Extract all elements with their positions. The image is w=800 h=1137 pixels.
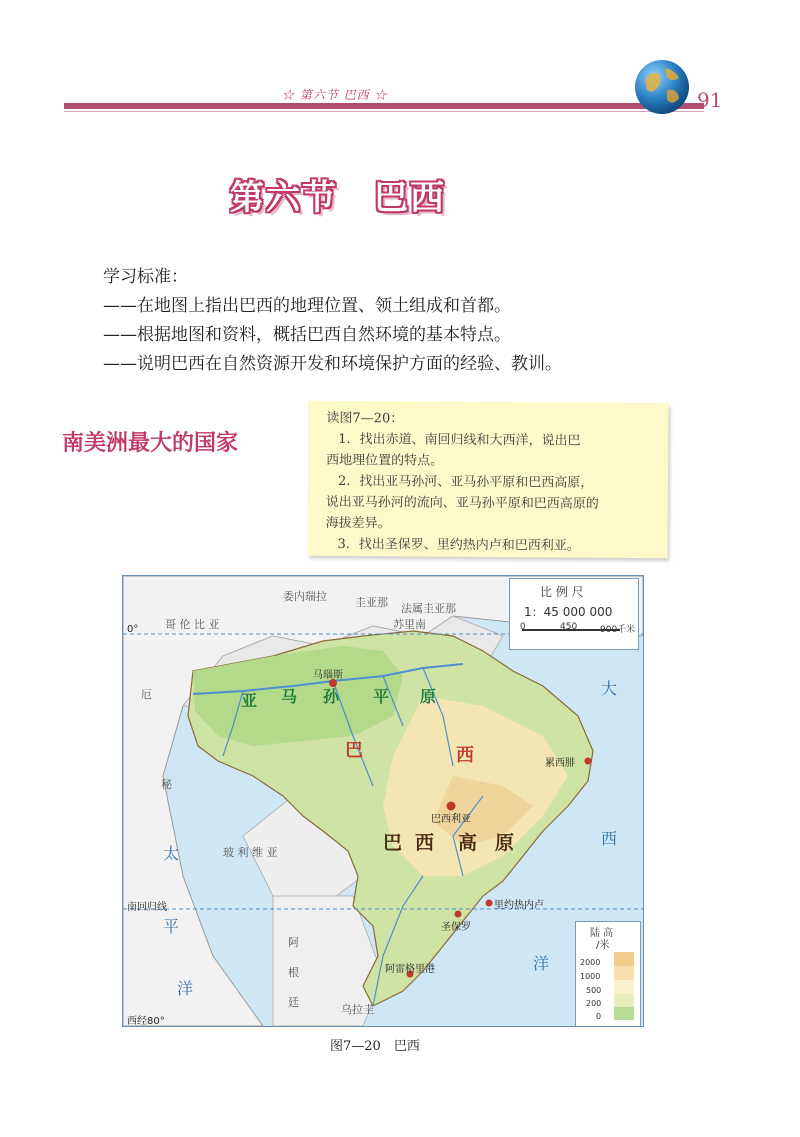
- map-label-neighbor: 玻 利 维 亚: [223, 846, 278, 859]
- reading-task-line: 海拔差异。: [325, 515, 391, 532]
- map-label-neighbor: 根: [288, 966, 299, 979]
- map-label-plain: 马: [281, 687, 298, 706]
- legend-title: 陆 高: [590, 928, 614, 939]
- legend-unit: /米: [596, 940, 610, 951]
- legend-value: 0: [596, 1012, 602, 1021]
- map-label-ocean: 平: [163, 917, 180, 936]
- map-label-neighbor: 厄: [141, 688, 152, 701]
- standard-item: ——说明巴西在自然资源开发和环境保护方面的经验、教训。: [103, 354, 562, 374]
- scale-ratio: 1：45 000 000: [524, 605, 613, 619]
- map-city-label: 阿雷格里港: [385, 964, 435, 975]
- city-dot-rio: [486, 900, 493, 907]
- city-dot-recife: [585, 758, 592, 765]
- legend-swatch: [614, 952, 634, 966]
- brazil-map: [122, 575, 644, 1027]
- scale-tick: 900千米: [600, 625, 636, 635]
- legend-swatches: [614, 952, 634, 1020]
- map-label-plain: 平: [373, 687, 390, 706]
- map-city-label: 马瑙斯: [313, 670, 343, 681]
- standards-heading: 学习标准：: [103, 267, 188, 287]
- legend-swatch: [614, 994, 634, 1007]
- map-label-ocean: 西: [601, 829, 618, 848]
- map-longitude-label: 西经80°: [127, 1016, 165, 1027]
- map-label-neighbor: 廷: [288, 996, 299, 1009]
- subheading: 南美洲最大的国家: [62, 431, 239, 456]
- map-label-plateau: 高: [458, 832, 478, 854]
- map-label-plain: 亚: [241, 691, 258, 710]
- map-label-ocean: 大: [601, 679, 618, 698]
- map-label-neighbor: 法属圭亚那: [401, 602, 456, 615]
- map-label-country: 巴: [345, 740, 363, 761]
- reading-task-line: 3．找出圣保罗、里约热内卢和巴西利亚。: [337, 536, 580, 554]
- elevation-legend: [575, 921, 641, 1027]
- header-rule: [64, 103, 704, 109]
- reading-task-box: [307, 401, 668, 559]
- map-label-ocean: 洋: [177, 979, 194, 998]
- running-header-title: ☆ 第六节 巴西 ☆: [282, 88, 388, 102]
- scale-title: 比 例 尺: [540, 585, 584, 599]
- scale-tick: 0: [520, 622, 526, 632]
- standard-item: ——根据地图和资料，概括巴西自然环境的基本特点。: [103, 325, 511, 345]
- scale-tick: 450: [560, 622, 578, 632]
- map-label-plateau: 巴: [383, 832, 403, 854]
- reading-task-line: 说出亚马孙河的流向、亚马孙平原和巴西高原的: [325, 494, 599, 512]
- legend-swatch: [614, 980, 634, 994]
- header-rule-thin: [64, 111, 704, 112]
- map-label-neighbor: 圭亚那: [355, 596, 388, 609]
- map-label-neighbor: 哥 伦 比 亚: [165, 618, 220, 631]
- map-label-neighbor: 乌拉圭: [341, 1003, 374, 1016]
- globe-icon: [633, 58, 691, 116]
- map-label-plateau: 西: [415, 832, 435, 854]
- map-city-label: 圣保罗: [441, 922, 471, 933]
- section-title: 第六节 巴西: [230, 178, 446, 218]
- map-tropic-label: 南回归线: [127, 902, 167, 913]
- map-equator-label: 0°: [127, 624, 139, 635]
- map-scale: [509, 578, 639, 650]
- map-city-label: 巴西利亚: [431, 814, 471, 825]
- map-label-neighbor: 委内瑞拉: [283, 590, 327, 603]
- map-label-plateau: 原: [495, 832, 515, 854]
- map-label-plain: 原: [420, 687, 437, 706]
- reading-task-line: 读图7—20：: [326, 410, 404, 427]
- reading-task-line: 2．找出亚马孙河、亚马孙平原和巴西高原，: [337, 473, 594, 491]
- legend-value: 1000: [580, 972, 601, 981]
- reading-task-line: 1．找出赤道、南回归线和大西洋，说出巴: [338, 431, 581, 449]
- legend-value: 2000: [580, 958, 601, 967]
- map-label-ocean: 太: [163, 844, 180, 863]
- map-label-neighbor: 阿: [288, 936, 299, 949]
- standard-item: ——在地图上指出巴西的地理位置、领土组成和首都。: [103, 296, 511, 316]
- legend-value: 500: [586, 986, 602, 995]
- map-label-neighbor: 苏里南: [393, 618, 426, 631]
- reading-task-line: 西地理位置的特点。: [326, 452, 444, 469]
- map-city-label: 里约热内卢: [494, 900, 544, 911]
- legend-swatch: [614, 966, 634, 980]
- map-label-neighbor: 秘: [161, 778, 172, 791]
- map-city-label: 累西腓: [545, 758, 575, 769]
- map-label-ocean: 洋: [533, 954, 550, 973]
- page-number: 91: [697, 88, 723, 112]
- legend-value: 200: [586, 999, 602, 1008]
- map-label-plain: 孙: [323, 687, 340, 706]
- map-label-country: 西: [456, 745, 474, 766]
- legend-swatch: [614, 1007, 634, 1020]
- city-dot-sao-paulo: [455, 911, 462, 918]
- figure-caption: 图7—20 巴西: [330, 1039, 420, 1054]
